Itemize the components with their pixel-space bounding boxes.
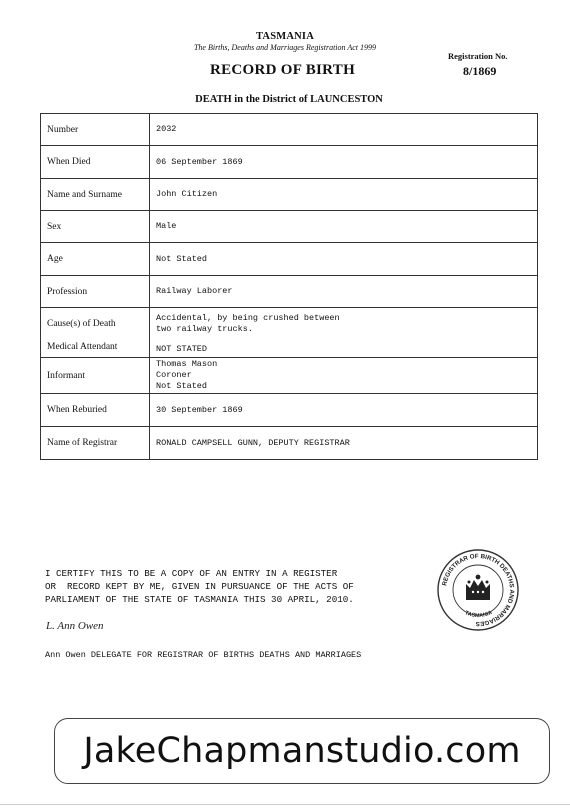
certification-line: PARLIAMENT OF THE STATE OF TASMANIA THIS 30 APRIL, 2010. bbox=[45, 594, 354, 605]
registration-label: Registration No. bbox=[448, 51, 508, 61]
name-label: Name and Surname bbox=[41, 179, 150, 211]
table-row bbox=[41, 394, 538, 427]
table-row bbox=[41, 179, 538, 211]
cause-value-line2: two railway trucks. bbox=[156, 323, 253, 334]
medical-attendant-value: NOT STATED bbox=[156, 343, 208, 354]
registrar-label: Name of Registrar bbox=[41, 427, 150, 460]
informant-extra: Not Stated bbox=[156, 381, 208, 391]
informant-value bbox=[150, 358, 538, 394]
sex-label: Sex bbox=[41, 211, 150, 243]
bottom-rule bbox=[0, 804, 570, 805]
document-title: RECORD OF BIRTH bbox=[209, 62, 356, 78]
table-row bbox=[41, 211, 538, 243]
informant-name: Thomas Mason bbox=[156, 359, 218, 369]
cause-value-line1: Accidental, by being crushed between bbox=[156, 312, 340, 323]
watermark-text: JakeChapmanstudio.com bbox=[83, 731, 521, 771]
record-table bbox=[40, 113, 538, 460]
document-subtitle: DEATH in the District of LAUNCESTON bbox=[195, 94, 383, 105]
certification-line: OR RECORD KEPT BY ME, GIVEN IN PURSUANCE OF THE ACTS OF bbox=[45, 581, 354, 592]
watermark-banner bbox=[54, 718, 550, 784]
when-died-label: When Died bbox=[41, 146, 150, 179]
number-value: 2032 bbox=[150, 114, 538, 146]
table-row bbox=[41, 243, 538, 276]
reburied-value: 30 September 1869 bbox=[150, 394, 538, 427]
profession-value: Railway Laborer bbox=[150, 276, 538, 308]
delegate-line: Ann Owen DELEGATE FOR REGISTRAR OF BIRTHS DEATHS AND MARRIAGES bbox=[45, 650, 362, 660]
reburied-label: When Reburied bbox=[41, 394, 150, 427]
table-row bbox=[41, 427, 538, 460]
profession-label: Profession bbox=[41, 276, 150, 308]
table-row bbox=[41, 146, 538, 179]
cause-label: Cause(s) of Death bbox=[47, 318, 116, 329]
seal-bottom-text: TASMANIA bbox=[463, 609, 494, 620]
certification-line: I CERTIFY THIS TO BE A COPY OF AN ENTRY IN A REGISTER bbox=[45, 568, 338, 579]
crown-icon bbox=[466, 575, 490, 600]
registrar-seal bbox=[436, 548, 520, 632]
table-row bbox=[41, 358, 538, 394]
registrar-value: RONALD CAMPSELL GUNN, DEPUTY REGISTRAR bbox=[150, 427, 538, 460]
age-value: Not Stated bbox=[150, 243, 538, 276]
certification-text bbox=[45, 567, 354, 606]
medical-attendant-label: Medical Attendant bbox=[47, 341, 118, 352]
sex-value: Male bbox=[150, 211, 538, 243]
table-row bbox=[41, 114, 538, 146]
when-died-value: 06 September 1869 bbox=[150, 146, 538, 179]
age-label: Age bbox=[41, 243, 150, 276]
cause-value-cell bbox=[150, 308, 538, 358]
informant-role: Coroner bbox=[156, 370, 192, 380]
signature: L. Ann Owen bbox=[46, 620, 104, 632]
informant-label: Informant bbox=[41, 358, 150, 394]
table-row bbox=[41, 308, 538, 358]
header-act: The Births, Deaths and Marriages Registration Act 1999 bbox=[193, 43, 377, 52]
name-value: John Citizen bbox=[150, 179, 538, 211]
header-state: TASMANIA bbox=[256, 31, 314, 42]
registration-number: 8/1869 bbox=[463, 64, 497, 78]
number-label: Number bbox=[41, 114, 150, 146]
seal-text: REGISTRAR OF BIRTH DEATHS AND MARRIAGES bbox=[441, 552, 516, 628]
cause-label-cell bbox=[41, 308, 150, 358]
table-row bbox=[41, 276, 538, 308]
